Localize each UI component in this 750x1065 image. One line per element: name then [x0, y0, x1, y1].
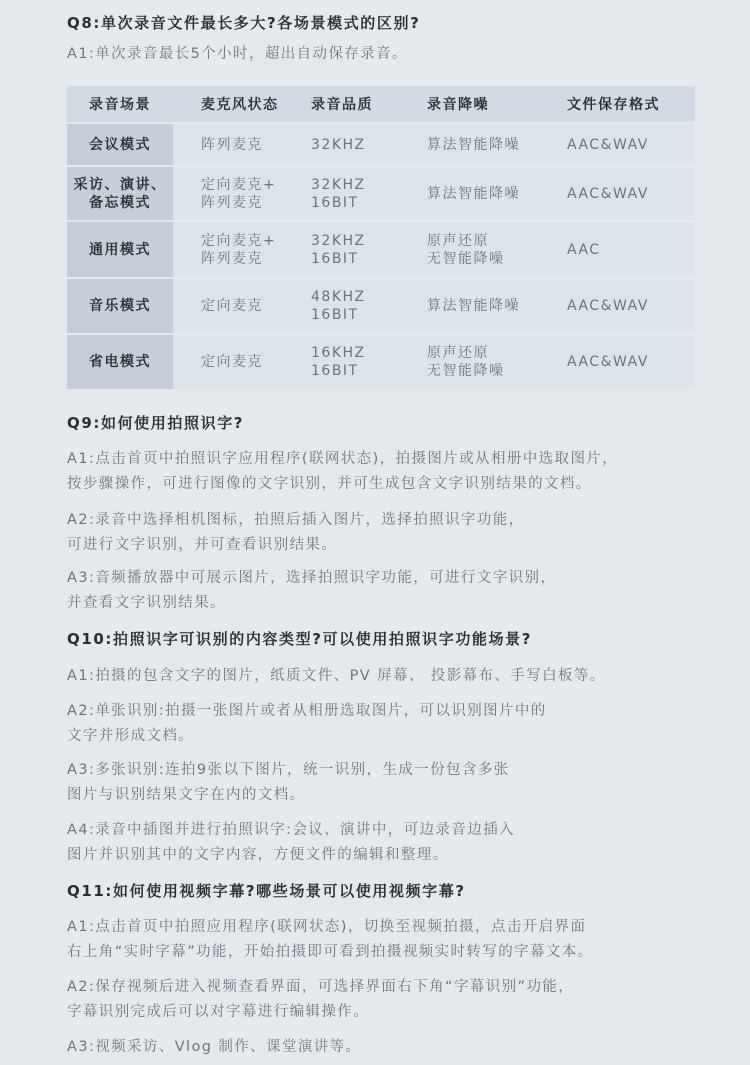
table-row	[67, 335, 695, 389]
mic-cell: 定向麦克	[173, 279, 293, 333]
mic-cell: 定向麦克+ 阵列麦克	[173, 222, 293, 277]
table-row	[67, 279, 695, 333]
format-cell: AAC&WAV	[549, 124, 695, 165]
quality-cell: 16KHZ 16BIT	[293, 335, 409, 389]
format-cell: AAC&WAV	[549, 335, 695, 389]
q9-answer-2: A2:录音中选择相机图标，拍照后插入图片，选择拍照识字功能， 可进行文字识别，并可查看识别结果。	[67, 512, 525, 553]
q8-question: Q8:单次录音文件最长多大?各场景模式的区别?	[67, 14, 421, 32]
q10-question: Q10:拍照识字可识别的内容类型?可以使用拍照识字功能场景?	[67, 630, 533, 648]
mic-cell: 定向麦克	[173, 335, 293, 389]
recording-modes-table	[67, 84, 695, 391]
q8-answer: A1:单次录音最长5个小时，超出自动保存录音。	[67, 46, 408, 62]
noise-cell: 算法智能降噪	[409, 124, 549, 165]
mic-cell: 定向麦克+ 阵列麦克	[173, 167, 293, 220]
noise-cell: 算法智能降噪	[409, 167, 549, 220]
q11-answer-2: A2:保存视频后进入视频查看界面，可选择界面右下角“字幕识别”功能， 字幕识别完成后可以对字幕进行编辑操作。	[67, 979, 575, 1020]
scene-cell: 会议模式	[67, 124, 173, 165]
quality-cell: 48KHZ 16BIT	[293, 279, 409, 333]
quality-cell: 32KHZ	[293, 124, 409, 165]
q10-answer-1: A1:拍摄的包含文字的图片，纸质文件、PV 屏幕、 投影幕布、手写白板等。	[67, 668, 606, 684]
q10-answer-4: A4:录音中插图并进行拍照识字:会议、演讲中，可边录音边插入 图片并识别其中的文字内容，方便文件的编辑和整理。	[67, 822, 515, 863]
table-row	[67, 167, 695, 220]
q9-answer-3: A3:音频播放器中可展示图片，选择拍照识字功能，可进行文字识别， 并查看文字识别结果。	[67, 570, 557, 611]
q10-answer-2: A2:单张识别:拍摄一张图片或者从相册选取图片，可以识别图片中的 文字并形成文档。	[67, 703, 547, 744]
q11-answer-3: A3:视频采访、Vlog 制作、课堂演讲等。	[67, 1039, 362, 1055]
header-format: 文件保存格式	[549, 86, 695, 122]
scene-cell: 采访、演讲、 备忘模式	[67, 167, 173, 220]
scene-cell: 通用模式	[67, 222, 173, 277]
format-cell: AAC&WAV	[549, 279, 695, 333]
format-cell: AAC	[549, 222, 695, 277]
table-row	[67, 124, 695, 165]
header-scene: 录音场景	[67, 86, 173, 122]
header-mic: 麦克风状态	[173, 86, 293, 122]
quality-cell: 32KHZ 16BIT	[293, 167, 409, 220]
scene-cell: 省电模式	[67, 335, 173, 389]
q11-question: Q11:如何使用视频字幕?哪些场景可以使用视频字幕?	[67, 882, 466, 900]
format-cell: AAC&WAV	[549, 167, 695, 220]
noise-cell: 算法智能降噪	[409, 279, 549, 333]
scene-cell: 音乐模式	[67, 279, 173, 333]
table-row	[67, 222, 695, 277]
quality-cell: 32KHZ 16BIT	[293, 222, 409, 277]
header-quality: 录音品质	[293, 86, 409, 122]
noise-cell: 原声还原 无智能降噪	[409, 222, 549, 277]
header-noise: 录音降噪	[409, 86, 549, 122]
table-header-row	[67, 86, 695, 122]
q9-question: Q9:如何使用拍照识字?	[67, 414, 245, 432]
q10-answer-3: A3:多张识别:连拍9张以下图片，统一识别，生成一份包含多张 图片与识别结果文字在内的文档。	[67, 762, 510, 803]
noise-cell: 原声还原 无智能降噪	[409, 335, 549, 389]
q9-answer-1: A1:点击首页中拍照识字应用程序(联网状态)，拍摄图片或从相册中选取图片， 按步骤操作，可进行图像的文字识别，并可生成包含文字识别结果的文档。	[67, 451, 619, 492]
q11-answer-1: A1:点击首页中拍照应用程序(联网状态)，切换至视频拍摄，点击开启界面 右上角“实时字幕”功能，开始拍摄即可看到拍摄视频实时转写的字幕文本。	[67, 919, 594, 960]
mic-cell: 阵列麦克	[173, 124, 293, 165]
